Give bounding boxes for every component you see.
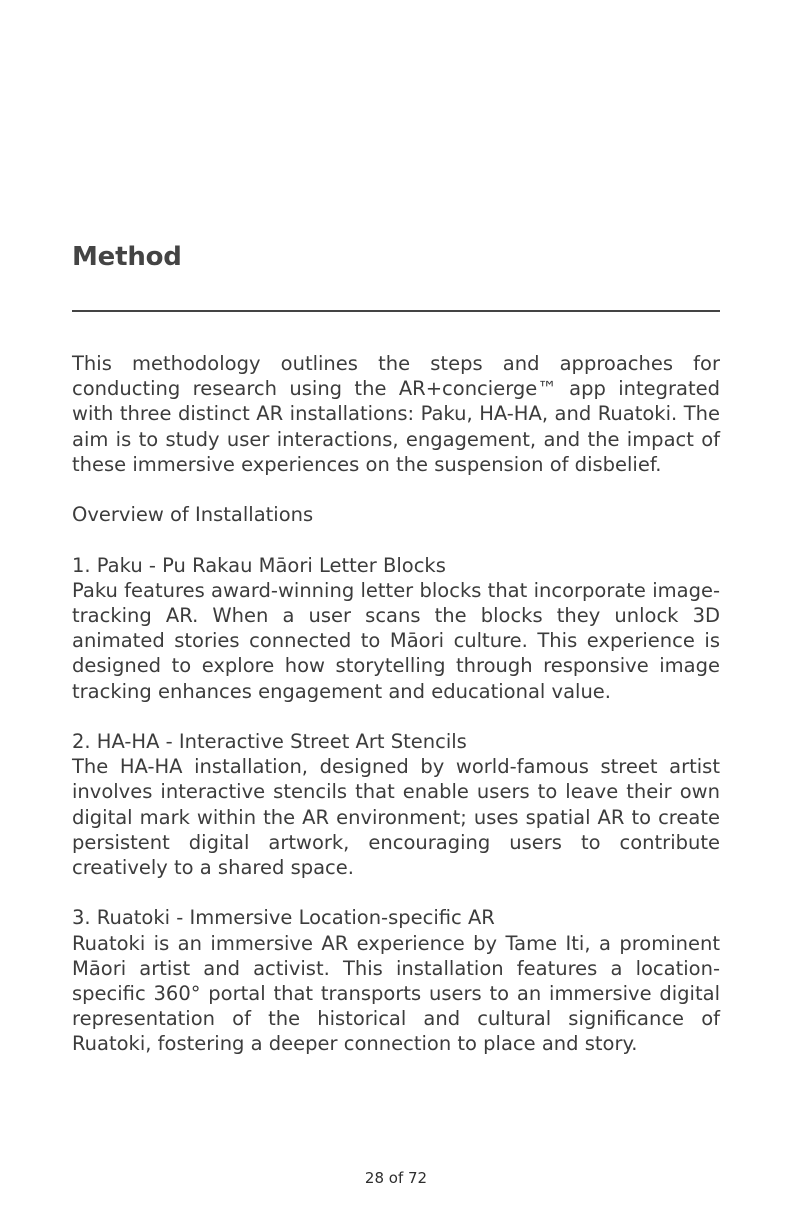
installation-description: The HA-HA installation, designed by world-famous street artist involves interactive stencils that enable users to leave their own digital mark within the AR environment; uses spatial AR to create persistent digital artwork, encouraging users to contribute creatively to a shared space.: [72, 755, 720, 880]
page-number: 28 of 72: [364, 1169, 428, 1187]
installation-title: 1. Paku - Pu Rakau Māori Letter Blocks: [72, 553, 446, 577]
paragraph-spacer: [72, 477, 720, 502]
paragraph-spacer: [72, 880, 720, 905]
intro-paragraph: This methodology outlines the steps and approaches for conducting research using the AR+concierge™ app integrated with three distinct AR installations: Paku, HA-HA, and Ruatoki. The aim is to study user interactions, engagement, and the impact of these immersive experiences on the suspension of disbelief.: [72, 352, 720, 476]
heading-divider: [72, 310, 720, 312]
installation-title: 2. HA-HA - Interactive Street Art Stencils: [72, 730, 467, 753]
paragraph-spacer: [72, 527, 720, 552]
paragraph-spacer: [72, 704, 720, 729]
section-heading: Method: [72, 242, 182, 272]
installation-description: Ruatoki is an immersive AR experience by Tame Iti, a prominent Māori artist and activist. This installation features a location-specific 360° portal that transports users to an immersive digital representation of the historical and cultural significance of Ruatoki, fostering a deeper connection to place and story.: [72, 931, 720, 1056]
document-page: [72, 0, 720, 1224]
body-text: [72, 351, 720, 1057]
installation-title: 3. Ruatoki - Immersive Location-specific AR: [72, 906, 495, 930]
overview-heading: Overview of Installations: [72, 503, 314, 527]
installation-description: Paku features award-winning letter blocks that incorporate image-tracking AR. When a user scans the blocks they unlock 3D animated stories connected to Māori culture. This experience is designed to explore how storytelling through responsive image tracking enhances engagement and educational value.: [72, 578, 720, 703]
